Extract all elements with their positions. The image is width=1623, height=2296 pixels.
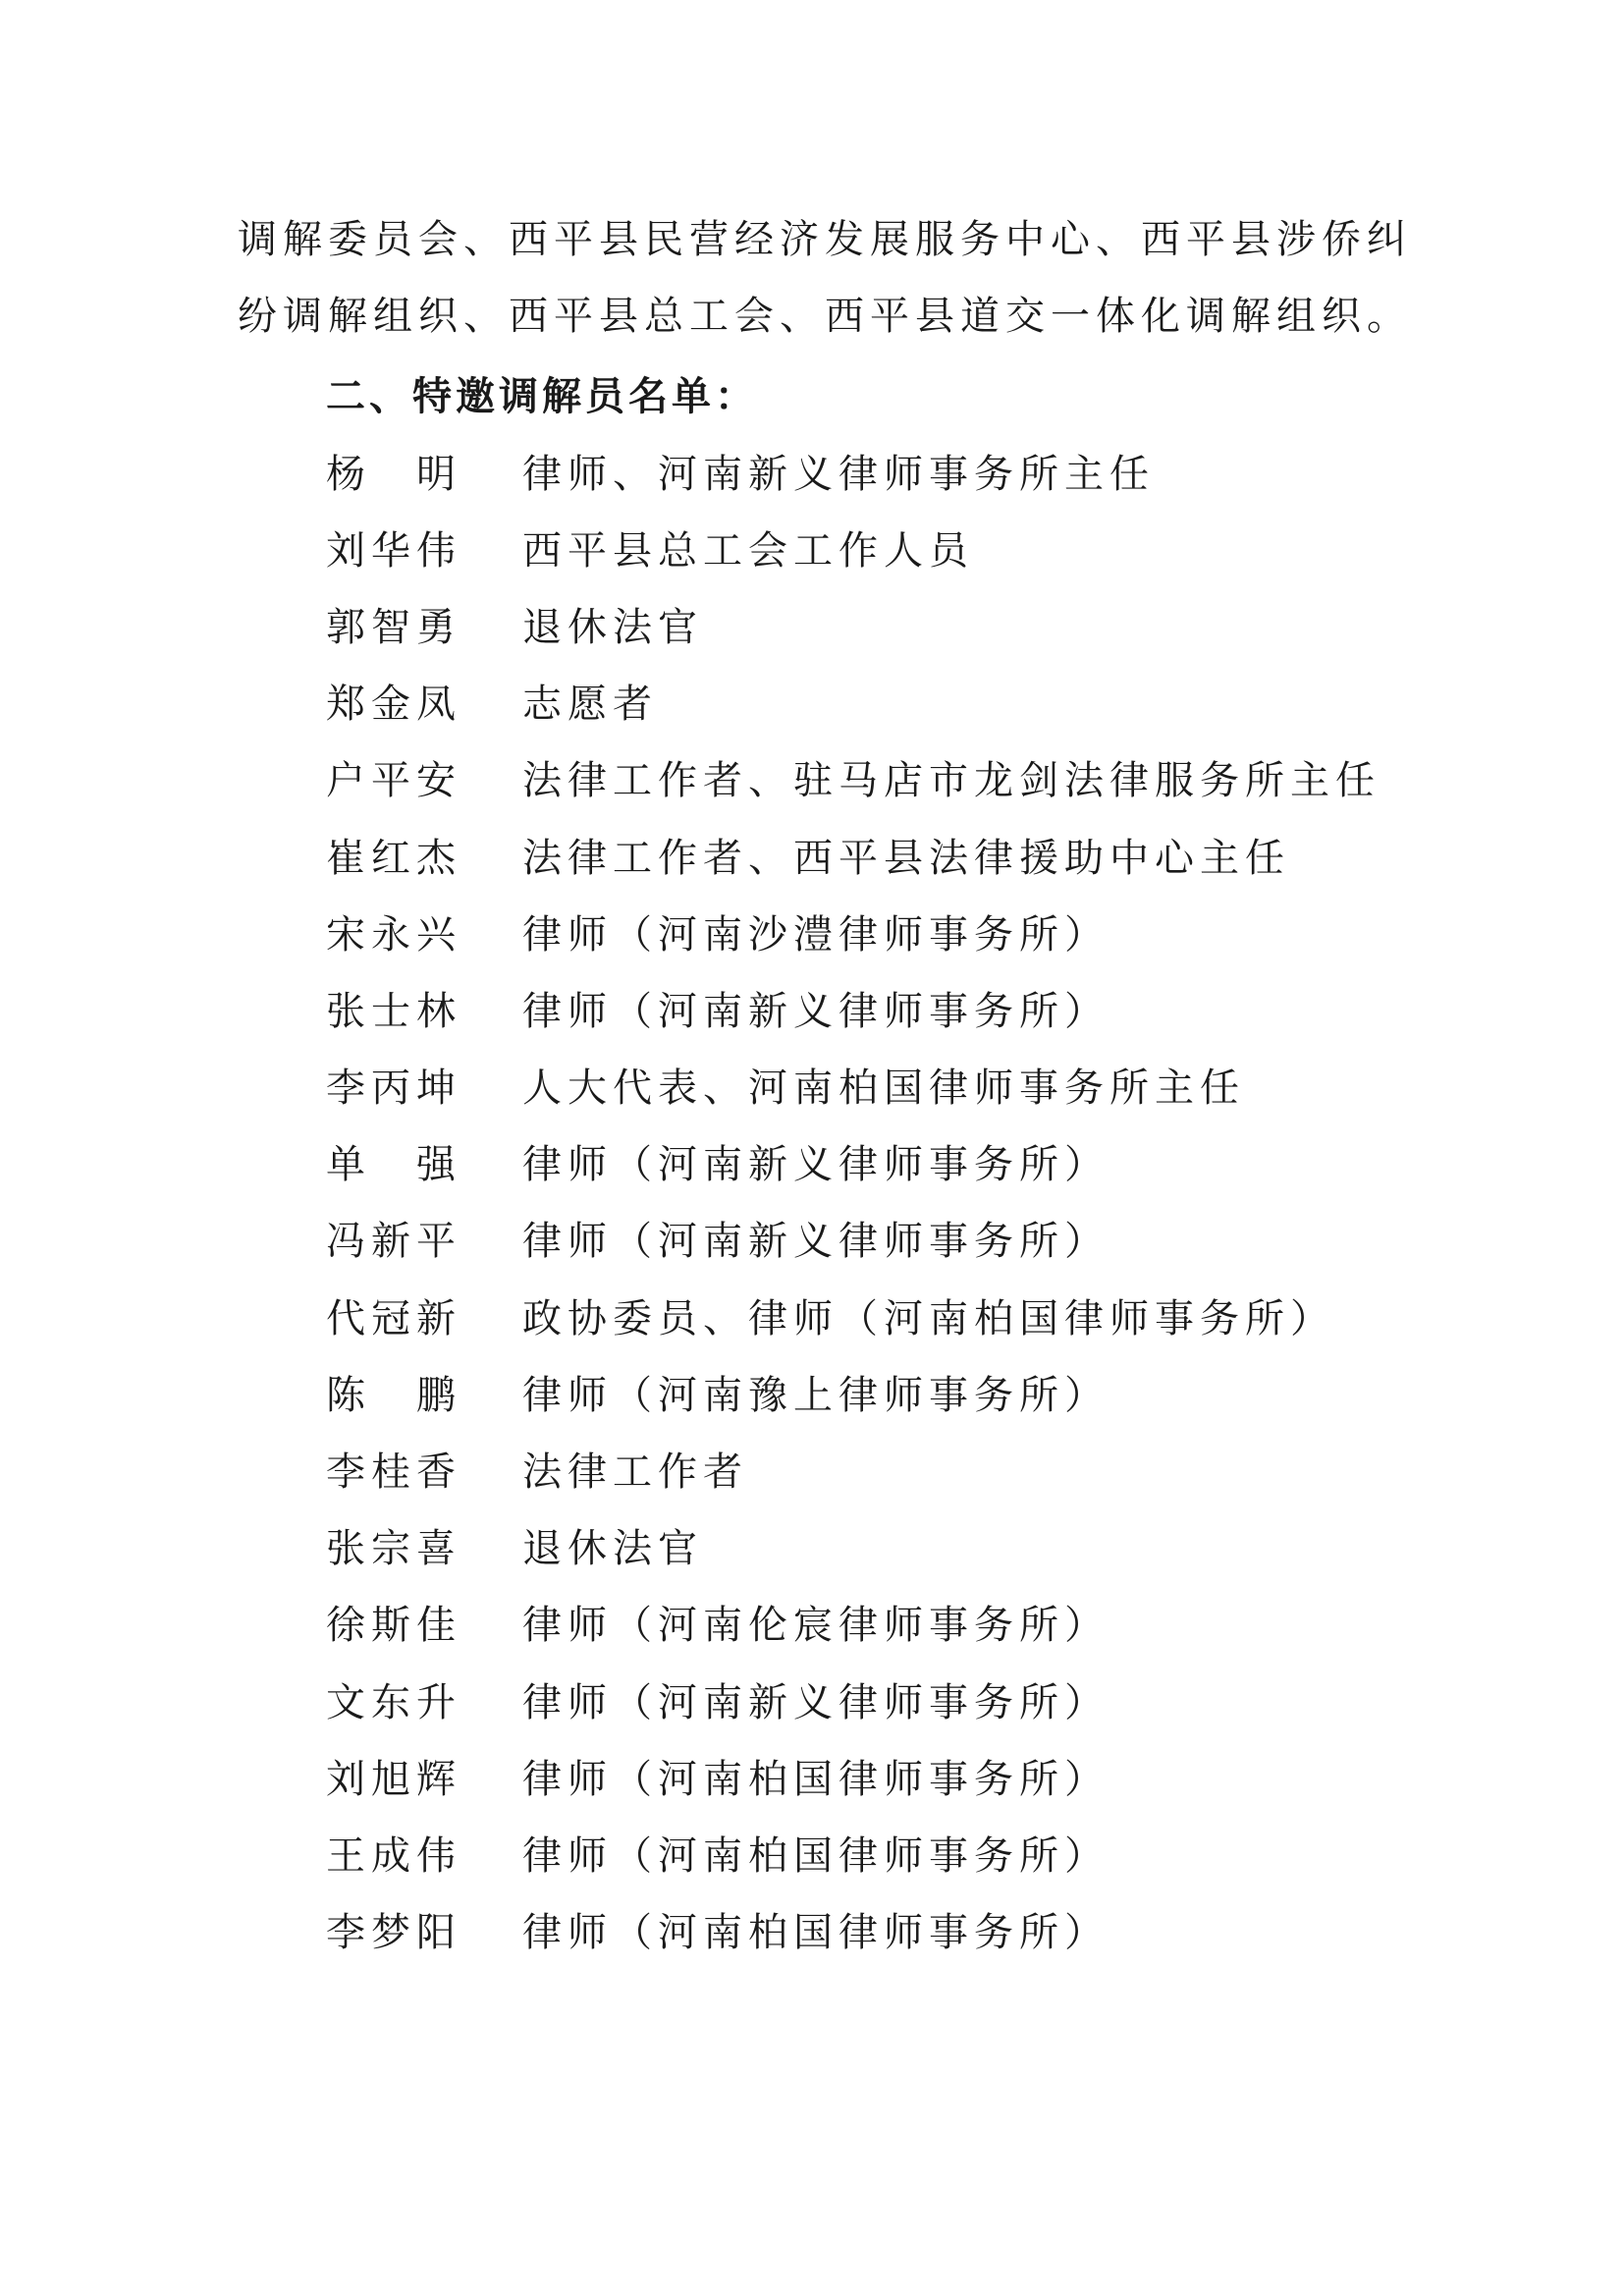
mediator-role: 律师（河南伦宸律师事务所） xyxy=(522,1603,1109,1649)
mediator-row xyxy=(326,816,1380,893)
mediator-row xyxy=(326,432,1380,509)
mediator-row xyxy=(326,1814,1380,1890)
mediator-role: 律师（河南新义律师事务所） xyxy=(522,988,1109,1034)
mediator-role: 志愿者 xyxy=(522,682,658,728)
intro-paragraph xyxy=(238,201,1412,355)
mediator-role: 法律工作者、西平县法律援助中心主任 xyxy=(522,835,1290,881)
mediator-role: 律师（河南新义律师事务所） xyxy=(522,1219,1109,1265)
mediator-role: 退休法官 xyxy=(522,604,703,650)
mediator-row xyxy=(326,663,1380,739)
mediator-role: 法律工作者、驻马店市龙剑法律服务所主任 xyxy=(522,758,1380,804)
mediator-name: 郑金凤 xyxy=(326,682,461,728)
mediator-role: 退休法官 xyxy=(522,1526,703,1572)
mediator-name: 郭智勇 xyxy=(326,604,461,650)
mediator-name: 户平安 xyxy=(326,758,461,804)
mediator-row xyxy=(326,1507,1380,1584)
mediator-name: 李桂香 xyxy=(326,1449,461,1496)
mediator-row xyxy=(326,739,1380,816)
mediator-name: 杨 明 xyxy=(326,451,461,497)
mediator-name: 刘旭辉 xyxy=(326,1756,461,1802)
mediator-name: 王成伟 xyxy=(326,1832,461,1879)
mediator-row xyxy=(326,1353,1380,1430)
mediator-role: 律师（河南柏国律师事务所） xyxy=(522,1910,1109,1956)
mediator-role: 西平县总工会工作人员 xyxy=(522,527,974,574)
mediator-name: 代冠新 xyxy=(326,1295,461,1341)
mediator-row xyxy=(326,1891,1380,1968)
mediator-row xyxy=(326,585,1380,662)
mediator-list xyxy=(326,432,1380,1968)
mediator-role: 律师（河南沙澧律师事务所） xyxy=(522,911,1109,957)
mediator-name: 刘华伟 xyxy=(326,527,461,574)
mediator-role: 法律工作者 xyxy=(522,1449,748,1496)
mediator-row xyxy=(326,1430,1380,1506)
mediator-role: 人大代表、河南柏国律师事务所主任 xyxy=(522,1066,1245,1112)
mediator-role: 律师、河南新义律师事务所主任 xyxy=(522,451,1155,497)
mediator-row xyxy=(326,509,1380,585)
intro-line-2: 纷调解组织、西平县总工会、西平县道交一体化调解组织。 xyxy=(238,294,1412,339)
mediator-row xyxy=(326,1123,1380,1200)
section-heading: 二、特邀调解员名单： xyxy=(326,374,758,419)
mediator-row xyxy=(326,1277,1380,1353)
mediator-row xyxy=(326,893,1380,969)
mediator-role: 律师（河南新义律师事务所） xyxy=(522,1679,1109,1725)
mediator-name: 单 强 xyxy=(326,1142,461,1188)
mediator-name: 张士林 xyxy=(326,988,461,1034)
mediator-role: 律师（河南柏国律师事务所） xyxy=(522,1832,1109,1879)
mediator-row xyxy=(326,1661,1380,1737)
mediator-name: 李丙坤 xyxy=(326,1066,461,1112)
mediator-role: 政协委员、律师（河南柏国律师事务所） xyxy=(522,1295,1335,1341)
mediator-name: 陈 鹏 xyxy=(326,1372,461,1418)
intro-line-1: 调解委员会、西平县民营经济发展服务中心、西平县涉侨纠 xyxy=(238,217,1412,262)
mediator-row xyxy=(326,1047,1380,1123)
mediator-name: 崔红杰 xyxy=(326,835,461,881)
mediator-role: 律师（河南豫上律师事务所） xyxy=(522,1372,1109,1418)
mediator-name: 文东升 xyxy=(326,1679,461,1725)
mediator-name: 冯新平 xyxy=(326,1219,461,1265)
mediator-role: 律师（河南柏国律师事务所） xyxy=(522,1756,1109,1802)
mediator-row xyxy=(326,1737,1380,1814)
mediator-row xyxy=(326,1584,1380,1661)
mediator-row xyxy=(326,1200,1380,1277)
mediator-name: 宋永兴 xyxy=(326,911,461,957)
mediator-row xyxy=(326,969,1380,1046)
mediator-name: 徐斯佳 xyxy=(326,1603,461,1649)
mediator-name: 张宗喜 xyxy=(326,1526,461,1572)
mediator-name: 李梦阳 xyxy=(326,1910,461,1956)
mediator-role: 律师（河南新义律师事务所） xyxy=(522,1142,1109,1188)
